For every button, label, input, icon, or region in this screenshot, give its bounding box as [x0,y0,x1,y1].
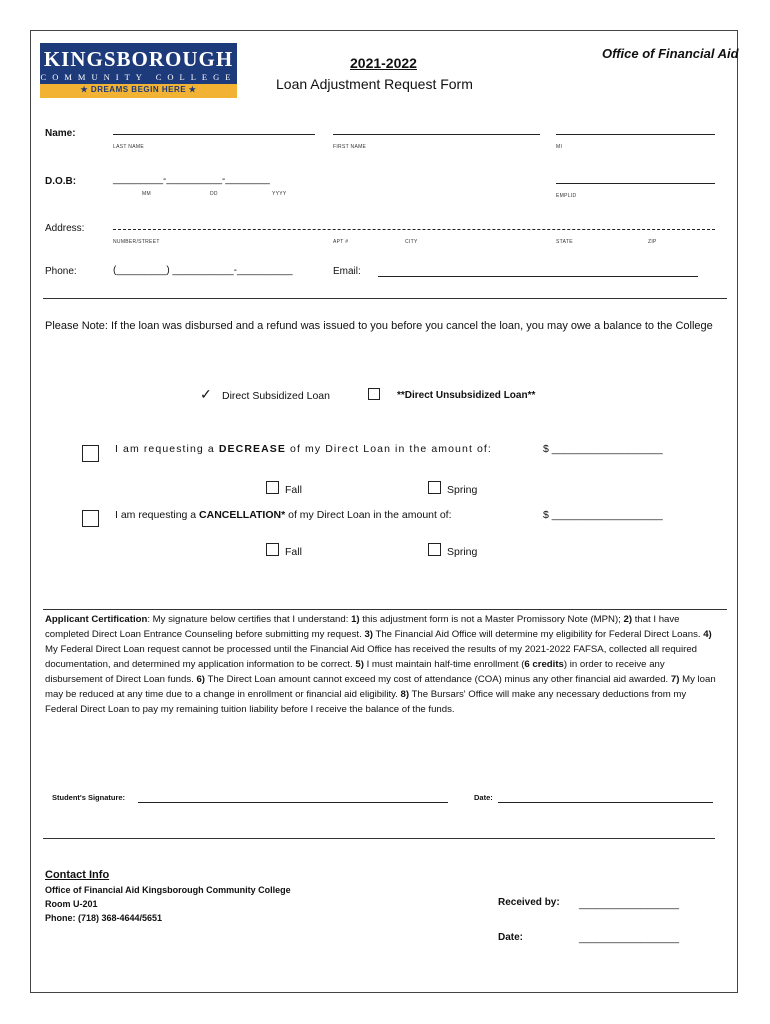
logo-name: KINGSBOROUGH [43,47,234,71]
college-logo [40,43,237,98]
apt-caption: APT # [333,239,349,245]
certification-divider [43,609,727,610]
received-by-label: Received by: [498,897,560,908]
refund-note: Please Note: If the loan was disbursed and a refund was issued to you before you cancel the loan, you may owe a balance to the College [45,320,713,332]
first-name-caption: FIRST NAME [333,144,367,150]
decrease-checkbox[interactable] [82,445,99,462]
signature-date-label: Date: [474,793,493,802]
dd-caption: DD [210,191,218,197]
office-name: Office of Financial Aid [602,46,739,61]
section-divider [43,298,727,299]
student-signature-field[interactable] [138,802,448,803]
received-date-label: Date: [498,932,524,943]
cancellation-spring-checkbox[interactable] [428,543,441,556]
dob-label: D.O.B: [45,176,77,187]
contact-heading: Contact Info [45,869,110,881]
subsidized-loan-label: Direct Subsidized Loan [222,390,330,402]
unsubsidized-checkbox[interactable] [368,388,380,400]
yyyy-caption: YYYY [272,191,287,197]
footer-divider-left [43,838,125,839]
footer-divider [125,838,715,839]
contact-phone: Phone: (718) 368-4644/5651 [45,913,163,923]
decrease-amount-field[interactable]: $ ___________________ [543,443,663,455]
decrease-spring-label: Spring [447,484,478,496]
cancellation-request-text: I am requesting a CANCELLATION* of my Direct Loan in the amount of: [115,509,452,521]
emplid-caption: EMPLID [556,193,577,199]
decrease-request-text: I am requesting a DECREASE of my Direct Loan in the amount of: [115,443,492,455]
name-label: Name: [45,128,76,139]
mi-field[interactable] [556,134,715,135]
signature-date-field[interactable] [498,802,713,803]
decrease-spring-checkbox[interactable] [428,481,441,494]
decrease-fall-checkbox[interactable] [266,481,279,494]
unsubsidized-loan-label: **Direct Unsubsidized Loan** [397,390,536,401]
zip-caption: ZIP [648,239,657,245]
cancellation-spring-label: Spring [447,546,478,558]
logo-tagline: ★ DREAMS BEGIN HERE ★ [80,85,197,94]
applicant-certification: Applicant Certification: My signature below certifies that I understand: 1) this adjustment form is not a Master Promissory Note (MPN); 2) that I have completed Direct Loan Entrance Counseling before submitting my request. 3) The Financial Aid Office will determine my eligibility for Federal Direct Loans. 4) My Federal Direct Loan request cannot be processed until the Financial Aid Office has received the results of my 2021-2022 FAFSA, collected all required documentation, and determined my application information to be correct. 5) I must maintain half-time enrollment (6 credits) in order to receive any disbursement of Direct Loan funds. 6) The Direct Loan amount cannot exceed my cost of attendance (COA) minus any other financial aid awarded. 7) My loan may be reduced at any time due to a change in enrollment or financial aid eligibility. 8) The Bursars' Office will make any necessary deductions from my Federal Direct Loan to pay my remaining tuition liability before I receive the balance of the funds. [45,614,716,715]
phone-field[interactable]: (_________) ___________-__________ [113,265,293,276]
last-name-caption: LAST NAME [113,144,144,150]
address-field[interactable] [113,229,715,230]
first-name-field[interactable] [333,134,540,135]
emplid-field[interactable] [556,183,715,184]
email-field[interactable] [378,276,698,277]
form-title: Loan Adjustment Request Form [276,76,473,92]
email-label: Email: [333,266,361,277]
contact-room: Room U-201 [45,899,98,909]
cancellation-fall-label: Fall [285,546,302,558]
street-caption: NUMBER/STREET [113,239,160,245]
dob-field[interactable]: _________-__________-________ [113,174,270,185]
cancellation-checkbox[interactable] [82,510,99,527]
state-caption: STATE [556,239,573,245]
last-name-field[interactable] [113,134,315,135]
cancellation-fall-checkbox[interactable] [266,543,279,556]
phone-label: Phone: [45,266,77,277]
logo-subtitle: COMMUNITY COLLEGE [40,72,237,82]
city-caption: CITY [405,239,418,245]
subsidized-checkmark-icon[interactable]: ✓ [200,386,212,402]
cancellation-amount-field[interactable]: $ ___________________ [543,509,663,521]
address-label: Address: [45,223,85,234]
mm-caption: MM [142,191,151,197]
mi-caption: MI [556,144,563,150]
decrease-fall-label: Fall [285,484,302,496]
contact-office: Office of Financial Aid Kingsborough Community College [45,885,291,895]
student-signature-label: Student's Signature: [52,793,126,802]
received-by-field[interactable]: __________________ [579,899,680,910]
received-date-field[interactable]: __________________ [579,933,680,944]
form-year: 2021-2022 [350,55,417,71]
